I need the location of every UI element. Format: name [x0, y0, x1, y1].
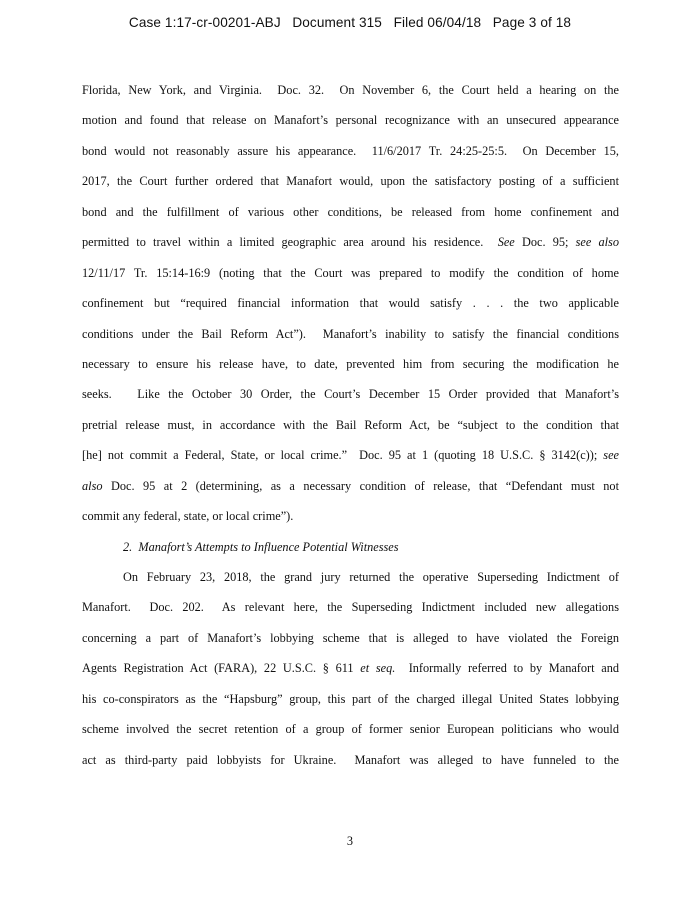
text-line: Agents Registration Act (FARA), 22 U.S.C. § 611 et seq. Informally referred to by Manafort and — [82, 661, 619, 676]
text-line: Florida, New York, and Virginia. Doc. 32. On November 6, the Court held a hearing on the — [82, 83, 619, 97]
text-line: act as third-party paid lobbyists for Ukraine. Manafort was alleged to have funneled to the — [82, 752, 619, 767]
italic-citation-signal: et seq. — [360, 661, 396, 676]
text-line: bond would not reasonably assure his appearance. 11/6/2017 Tr. 24:25-25:5. On December 15, — [82, 143, 619, 158]
section-number: 2. — [123, 539, 133, 554]
text-line: scheme involved the secret retention of a group of former senior European politicians who would — [82, 722, 619, 737]
italic-citation-signal: see also — [575, 235, 619, 250]
text-line: confinement but “required financial information that would satisfy . . . the two applicable — [82, 296, 619, 311]
section-title: Manafort’s Attempts to Influence Potential Witnesses — [138, 539, 399, 554]
text-line: concerning a part of Manafort’s lobbying scheme that is alleged to have violated the Foreign — [82, 630, 619, 645]
italic-citation-signal: also — [82, 478, 103, 493]
document-body — [82, 80, 619, 780]
text-line: motion and found that release on Manafort’s personal recognizance with an unsecured appearance — [82, 113, 619, 128]
text-line: 12/11/17 Tr. 15:14-16:9 (noting that the Court was prepared to modify the condition of home — [82, 265, 619, 280]
text-line: conditions under the Bail Reform Act”). Manafort’s inability to satisfy the financial conditions — [82, 326, 619, 341]
text-line: 2017, the Court further ordered that Manafort would, upon the satisfactory posting of a sufficient — [82, 174, 619, 189]
page-number: 3 — [346, 834, 354, 848]
text-line: pretrial release must, in accordance with the Bail Reform Act, be “subject to the condition that — [82, 417, 619, 432]
italic-citation-signal: See — [497, 235, 515, 250]
text-line: commit any federal, state, or local crime”). — [82, 509, 294, 524]
text-line: bond and the fulfillment of various other conditions, be released from home confinement and — [82, 204, 619, 219]
section-heading — [82, 537, 619, 567]
text-line: Manafort. Doc. 202. As relevant here, the Superseding Indictment included new allegations — [82, 600, 619, 615]
text-line: seeks. Like the October 30 Order, the Court’s December 15 Order provided that Manafort’s — [82, 387, 619, 402]
text-line: his co-conspirators as the “Hapsburg” group, this part of the charged illegal United States lobbying — [82, 691, 619, 706]
text-line: also Doc. 95 at 2 (determining, as a necessary condition of release, that “Defendant must not — [82, 478, 619, 493]
text-line: permitted to travel within a limited geographic area around his residence. See Doc. 95; see also — [82, 235, 619, 250]
text-line: [he] not commit a Federal, State, or local crime.” Doc. 95 at 1 (quoting 18 U.S.C. § 3142(c)); see — [82, 448, 619, 463]
case-header: Case 1:17-cr-00201-ABJ Document 315 Filed 06/04/18 Page 3 of 18 — [128, 15, 572, 30]
italic-citation-signal: see — [603, 448, 619, 463]
text-line: On February 23, 2018, the grand jury returned the operative Superseding Indictment of — [123, 570, 619, 584]
text-line: necessary to ensure his release have, to date, prevented him from securing the modification he — [82, 356, 619, 371]
